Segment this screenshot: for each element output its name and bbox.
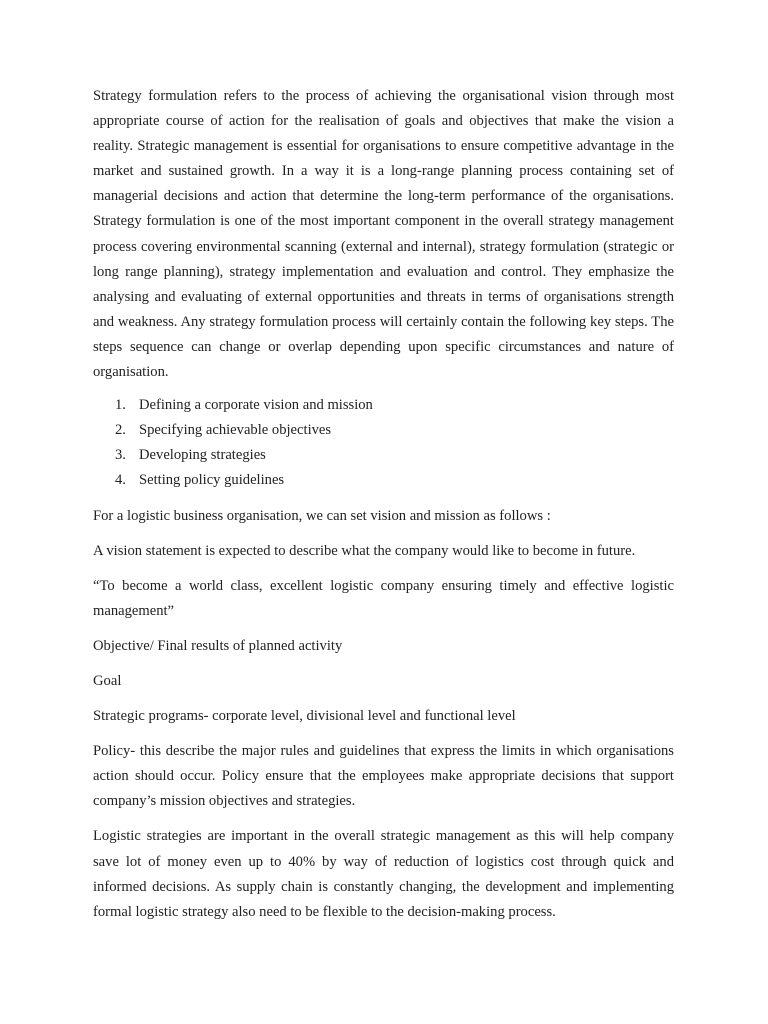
- step-item: [93, 468, 674, 493]
- programs-line: Strategic programs- corporate level, divisional level and functional level: [93, 708, 516, 725]
- step-text: Specifying achievable objectives: [139, 422, 332, 439]
- steps-list: [93, 393, 674, 493]
- step-number: 4.: [115, 472, 126, 489]
- step-text: Setting policy guidelines: [139, 472, 285, 489]
- step-number: 2.: [115, 422, 126, 439]
- step-item: [93, 443, 674, 468]
- goal-line: Goal: [93, 672, 122, 689]
- step-item: [93, 418, 674, 443]
- step-number: 1.: [115, 397, 126, 414]
- step-text: Developing strategies: [139, 447, 266, 464]
- vision-definition: A vision statement is expected to describe what the company would like to become in future.: [93, 542, 636, 559]
- logistics-paragraph: Logistic strategies are important in the overall strategic management as this will help company save lot of money even up to 40% by way of reduction of logistics cost through quick and informed decisions. As supply chain is constantly changing, the development and implementing formal logistic strategy also need to be flexible to the decision-making process.: [93, 828, 674, 920]
- intro-paragraph: Strategy formulation refers to the process of achieving the organisational vision through most appropriate course of action for the realisation of goals and objectives that make the vision a reality. Strategic management is essential for organisations to ensure competitive advantage in the market and sustained growth. In a way it is a long-range planning process containing set of managerial decisions and action that determine the long-term performance of the organisations. Strategy formulation is one of the most important component in the overall strategy management process covering environmental scanning (external and internal), strategy formulation (strategic or long range planning), strategy implementation and evaluation and control. They emphasize the analysing and evaluating of external opportunities and threats in terms of organisations strength and weakness. Any strategy formulation process will certainly contain the following key steps. The steps sequence can change or overlap depending upon specific circumstances and nature of organisation.: [93, 88, 674, 381]
- policy-paragraph: Policy- this describe the major rules and guidelines that express the limits in which organisations action should occur. Policy ensure that the employees make appropriate decisions that support company’s mission objectives and strategies.: [93, 743, 674, 810]
- step-text: Defining a corporate vision and mission: [139, 397, 373, 414]
- step-item: [93, 393, 674, 418]
- vision-intro: For a logistic business organisation, we can set vision and mission as follows :: [93, 507, 551, 524]
- objective-line: Objective/ Final results of planned activity: [93, 637, 343, 654]
- step-number: 3.: [115, 447, 126, 464]
- vision-quote: “To become a world class, excellent logistic company ensuring timely and effective logistic management”: [93, 577, 674, 619]
- document-page: [93, 84, 674, 935]
